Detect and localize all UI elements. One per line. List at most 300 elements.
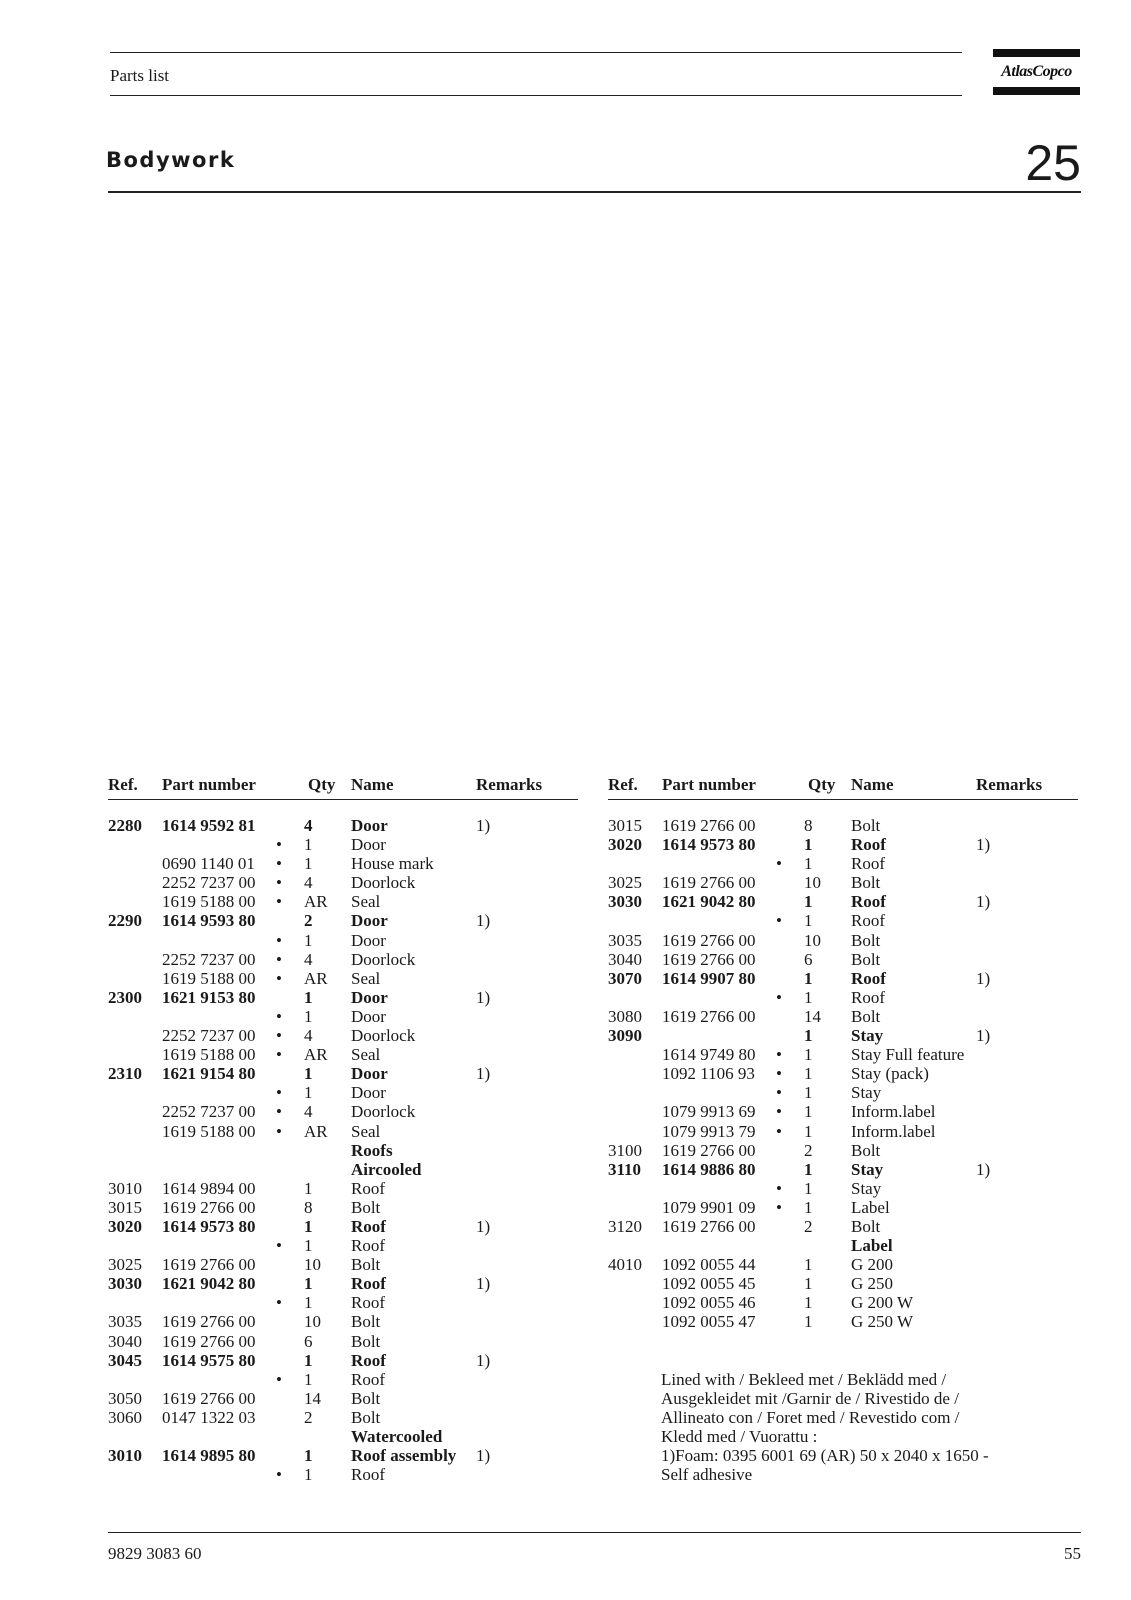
- table-row: [108, 1389, 578, 1408]
- row-name: Bolt: [351, 1407, 381, 1427]
- row-bullet: •: [276, 968, 282, 988]
- header-qty: Qty: [808, 775, 836, 794]
- row-part-number: 1614 9895 80: [162, 1446, 256, 1466]
- table-row: [108, 1293, 578, 1312]
- row-name: Seal: [351, 1121, 381, 1141]
- row-name: Doorlock: [351, 873, 416, 893]
- row-part-number: 0690 1140 01: [162, 854, 255, 874]
- table-row: [608, 892, 1078, 911]
- row-qty: 2: [804, 1140, 813, 1160]
- table-row: [608, 1007, 1078, 1026]
- row-bullet: •: [276, 1465, 282, 1485]
- header-part-number: Part number: [662, 775, 756, 794]
- row-name: Roof: [351, 1369, 385, 1389]
- row-name: Watercooled: [351, 1427, 443, 1446]
- row-bullet: •: [776, 1083, 782, 1103]
- table-row: [608, 1293, 1078, 1312]
- row-part-number: 1614 9573 80: [162, 1216, 256, 1236]
- row-qty: 1: [804, 1045, 813, 1065]
- table-row: [108, 892, 578, 911]
- row-part-number: 2252 7237 00: [162, 1026, 256, 1046]
- table-header: [108, 775, 578, 800]
- row-qty: 1: [804, 968, 813, 988]
- table-row: [108, 1446, 578, 1465]
- row-name: Aircooled: [351, 1159, 422, 1179]
- lining-notes: Lined with / Bekleed met / Beklädd med / Ausgekleidet mit /Garnir de / Rivestido de / Allineato con / Foret med / Revestido com / Kledd med / Vuorattu : 1)Foam: 0395 6001 69 (AR) 50 x 2040 x 1650 - Self adhesive: [661, 1370, 989, 1484]
- table-row: [108, 1370, 578, 1389]
- row-name: Bolt: [851, 1006, 881, 1026]
- row-name: Bolt: [351, 1255, 381, 1275]
- table-row: [608, 835, 1078, 854]
- row-bullet: •: [276, 930, 282, 950]
- row-bullet: •: [776, 854, 782, 874]
- row-part-number: 2252 7237 00: [162, 949, 256, 969]
- row-qty: 6: [304, 1331, 313, 1351]
- row-bullet: •: [776, 911, 782, 931]
- row-qty: 1: [804, 1274, 813, 1294]
- table-row: [108, 1064, 578, 1083]
- row-part-number: 1079 9913 69: [662, 1102, 756, 1122]
- section-title: Bodywork: [106, 148, 236, 172]
- row-qty: 1: [804, 1064, 813, 1084]
- row-qty: AR: [304, 892, 328, 912]
- row-qty: 4: [304, 1102, 313, 1122]
- row-part-number: 1619 5188 00: [162, 968, 256, 988]
- row-qty: 6: [804, 949, 813, 969]
- row-bullet: •: [276, 873, 282, 893]
- row-remarks: 1): [476, 987, 491, 1007]
- row-name: G 200: [851, 1255, 894, 1275]
- table-row: [608, 950, 1078, 969]
- row-qty: 1: [304, 1465, 313, 1485]
- row-name: Bolt: [351, 1388, 381, 1408]
- row-qty: 1: [804, 1197, 813, 1217]
- row-bullet: •: [276, 1083, 282, 1103]
- row-ref: 3045: [108, 1350, 142, 1370]
- row-qty: 4: [304, 873, 313, 893]
- row-name: Doorlock: [351, 1026, 416, 1046]
- row-name: House mark: [351, 854, 434, 874]
- row-qty: 4: [304, 816, 313, 835]
- row-part-number: 1619 2766 00: [662, 1006, 756, 1026]
- footer-rule: [108, 1532, 1081, 1533]
- row-qty: 1: [804, 911, 813, 931]
- row-name: Bolt: [851, 816, 881, 835]
- row-name: Roof: [851, 892, 886, 912]
- row-name: Door: [351, 930, 386, 950]
- atlas-copco-logo: [993, 49, 1080, 95]
- row-ref: 2300: [108, 987, 142, 1007]
- row-qty: 1: [304, 1178, 313, 1198]
- table-row: [608, 816, 1078, 835]
- row-ref: 3030: [108, 1274, 142, 1294]
- row-qty: 1: [304, 854, 313, 874]
- row-part-number: 1614 9593 80: [162, 911, 256, 931]
- table-row: [108, 1427, 578, 1446]
- table-row: [108, 1312, 578, 1331]
- row-ref: 3120: [608, 1216, 642, 1236]
- table-row: [608, 1064, 1078, 1083]
- header-name: Name: [351, 775, 394, 794]
- row-ref: 3010: [108, 1178, 142, 1198]
- row-ref: 3100: [608, 1140, 642, 1160]
- row-bullet: •: [776, 1121, 782, 1141]
- row-qty: 1: [304, 987, 313, 1007]
- table-row: [108, 1026, 578, 1045]
- row-name: Stay Full feature: [851, 1045, 965, 1065]
- section-number: 25: [1025, 135, 1081, 191]
- row-bullet: •: [776, 1064, 782, 1084]
- row-remarks: 1): [476, 911, 491, 931]
- row-name: Roofs: [351, 1140, 393, 1160]
- row-qty: 1: [804, 835, 813, 855]
- table-row: [108, 911, 578, 930]
- row-name: Inform.label: [851, 1102, 936, 1122]
- row-name: Bolt: [851, 930, 881, 950]
- table-row: [608, 1236, 1078, 1255]
- row-part-number: 1079 9913 79: [662, 1121, 756, 1141]
- table-row: [608, 1102, 1078, 1121]
- row-qty: 1: [804, 1255, 813, 1275]
- header-label: Parts list: [110, 66, 170, 85]
- row-name: Roof: [351, 1293, 385, 1313]
- row-bullet: •: [776, 1178, 782, 1198]
- row-name: Roof: [851, 854, 885, 874]
- row-name: Bolt: [351, 1312, 381, 1332]
- row-qty: 1: [304, 1006, 313, 1026]
- row-part-number: 1619 2766 00: [662, 816, 756, 835]
- row-part-number: 1621 9042 80: [662, 892, 756, 912]
- row-name: Stay (pack): [851, 1064, 929, 1084]
- row-qty: 1: [304, 1350, 313, 1370]
- row-qty: AR: [304, 968, 328, 988]
- row-name: Roof: [351, 1350, 386, 1370]
- row-remarks: 1): [976, 1026, 991, 1046]
- table-row: [108, 1255, 578, 1274]
- row-name: Stay: [851, 1083, 882, 1103]
- row-bullet: •: [276, 1369, 282, 1389]
- table-row: [608, 1312, 1078, 1331]
- row-qty: 1: [804, 1312, 813, 1332]
- row-bullet: •: [276, 1293, 282, 1313]
- table-row: [608, 1122, 1078, 1141]
- row-name: Bolt: [851, 949, 881, 969]
- row-remarks: 1): [476, 1274, 491, 1294]
- row-bullet: •: [276, 1236, 282, 1256]
- row-part-number: 1092 0055 46: [662, 1293, 756, 1313]
- row-ref: 3050: [108, 1388, 142, 1408]
- row-part-number: 2252 7237 00: [162, 873, 256, 893]
- row-remarks: 1): [476, 1064, 491, 1084]
- row-ref: 3040: [608, 949, 642, 969]
- table-row: [608, 1141, 1078, 1160]
- row-name: Door: [351, 1006, 386, 1026]
- row-remarks: 1): [976, 968, 991, 988]
- row-qty: 14: [304, 1388, 321, 1408]
- row-name: Roof: [351, 1178, 385, 1198]
- row-ref: 3090: [608, 1026, 642, 1046]
- row-part-number: 1619 5188 00: [162, 1045, 256, 1065]
- row-remarks: 1): [476, 1446, 491, 1466]
- row-part-number: 1621 9153 80: [162, 987, 256, 1007]
- row-name: G 250 W: [851, 1312, 914, 1332]
- table-body-left: [108, 816, 578, 1484]
- table-row: [108, 1160, 578, 1179]
- document-number: 9829 3083 60: [108, 1544, 202, 1563]
- parts-table-left: [108, 775, 578, 1484]
- row-ref: 3070: [608, 968, 642, 988]
- row-qty: 2: [304, 911, 313, 931]
- row-name: Label: [851, 1197, 890, 1217]
- table-row: [108, 1408, 578, 1427]
- row-qty: 1: [304, 1236, 313, 1256]
- parts-table-right: [608, 775, 1078, 1332]
- table-row: [108, 1351, 578, 1370]
- row-remarks: 1): [476, 1216, 491, 1236]
- logo-wordmark: AtlasCopco: [1001, 63, 1072, 80]
- row-qty: 1: [304, 930, 313, 950]
- row-qty: 1: [304, 1083, 313, 1103]
- row-name: Roof: [351, 1236, 385, 1256]
- row-qty: 1: [804, 1293, 813, 1313]
- row-name: Stay: [851, 1159, 884, 1179]
- row-qty: AR: [304, 1045, 328, 1065]
- row-bullet: •: [276, 1121, 282, 1141]
- header-qty: Qty: [308, 775, 336, 794]
- table-row: [108, 1102, 578, 1121]
- row-qty: 1: [304, 1064, 313, 1084]
- row-ref: 2310: [108, 1064, 142, 1084]
- row-ref: 3015: [108, 1197, 142, 1217]
- row-ref: 3020: [108, 1216, 142, 1236]
- row-qty: 1: [804, 1159, 813, 1179]
- row-name: Door: [351, 911, 388, 931]
- row-part-number: 1619 2766 00: [662, 930, 756, 950]
- header-name: Name: [851, 775, 894, 794]
- header-ref: Ref.: [608, 775, 638, 794]
- row-part-number: 1619 2766 00: [162, 1388, 256, 1408]
- title-rule: [108, 191, 1081, 193]
- table-row: [108, 1122, 578, 1141]
- row-ref: 3080: [608, 1006, 642, 1026]
- row-remarks: 1): [976, 835, 991, 855]
- row-name: Bolt: [851, 1216, 881, 1236]
- row-qty: 1: [804, 1178, 813, 1198]
- table-row: [608, 1026, 1078, 1045]
- row-qty: 1: [304, 1369, 313, 1389]
- row-part-number: 1079 9901 09: [662, 1197, 756, 1217]
- header-top-rule: [110, 52, 962, 53]
- table-row: [108, 854, 578, 873]
- table-row: [108, 1141, 578, 1160]
- table-row: [108, 873, 578, 892]
- row-qty: 1: [804, 854, 813, 874]
- row-name: Door: [351, 1064, 388, 1084]
- table-row: [608, 911, 1078, 930]
- row-name: Roof: [351, 1274, 386, 1294]
- row-part-number: 1619 2766 00: [162, 1312, 256, 1332]
- row-part-number: 1619 5188 00: [162, 1121, 256, 1141]
- table-row: [608, 1179, 1078, 1198]
- row-part-number: 1621 9042 80: [162, 1274, 256, 1294]
- row-bullet: •: [276, 892, 282, 912]
- table-row: [108, 1045, 578, 1064]
- row-name: Roof: [851, 835, 886, 855]
- row-ref: 3035: [608, 930, 642, 950]
- row-name: Label: [851, 1236, 893, 1256]
- table-row: [108, 1274, 578, 1293]
- row-name: Door: [351, 816, 388, 835]
- row-ref: 3060: [108, 1407, 142, 1427]
- row-part-number: 1619 2766 00: [662, 1140, 756, 1160]
- row-name: Door: [351, 1083, 386, 1103]
- table-row: [108, 1465, 578, 1484]
- table-row: [608, 873, 1078, 892]
- row-part-number: 1614 9886 80: [662, 1159, 756, 1179]
- row-name: Bolt: [851, 873, 881, 893]
- table-row: [108, 1236, 578, 1255]
- table-row: [108, 988, 578, 1007]
- row-part-number: 1619 5188 00: [162, 892, 256, 912]
- row-part-number: 1614 9907 80: [662, 968, 756, 988]
- row-part-number: 1619 2766 00: [662, 873, 756, 893]
- row-name: G 250: [851, 1274, 894, 1294]
- table-row: [608, 1198, 1078, 1217]
- header-remarks: Remarks: [476, 775, 543, 794]
- table-body-right: [608, 816, 1078, 1332]
- row-name: Roof: [351, 1465, 385, 1485]
- row-bullet: •: [276, 1102, 282, 1122]
- row-bullet: •: [776, 1102, 782, 1122]
- row-qty: 4: [304, 949, 313, 969]
- row-qty: 1: [304, 1293, 313, 1313]
- row-part-number: 1092 1106 93: [662, 1064, 755, 1084]
- row-remarks: 1): [976, 1159, 991, 1179]
- row-name: Roof: [351, 1216, 386, 1236]
- row-ref: 3110: [608, 1159, 642, 1179]
- row-qty: 1: [804, 892, 813, 912]
- table-row: [608, 931, 1078, 950]
- row-bullet: •: [276, 1006, 282, 1026]
- row-bullet: •: [276, 1045, 282, 1065]
- row-ref: 2280: [108, 816, 142, 835]
- row-name: Doorlock: [351, 1102, 416, 1122]
- row-qty: 1: [804, 987, 813, 1007]
- row-remarks: 1): [976, 892, 991, 912]
- table-header: [608, 775, 1078, 800]
- row-qty: 8: [804, 816, 813, 835]
- row-bullet: •: [776, 1197, 782, 1217]
- row-name: Stay: [851, 1026, 884, 1046]
- row-qty: 2: [804, 1216, 813, 1236]
- row-part-number: 1619 2766 00: [162, 1331, 256, 1351]
- row-part-number: 1092 0055 44: [662, 1255, 756, 1275]
- row-part-number: 1614 9749 80: [662, 1045, 756, 1065]
- table-row: [108, 1198, 578, 1217]
- row-qty: 1: [804, 1121, 813, 1141]
- row-name: Door: [351, 835, 386, 855]
- row-part-number: 1614 9575 80: [162, 1350, 256, 1370]
- row-qty: 10: [304, 1312, 321, 1332]
- row-qty: 4: [304, 1026, 313, 1046]
- table-row: [108, 1007, 578, 1026]
- row-part-number: 1619 2766 00: [162, 1255, 256, 1275]
- table-row: [108, 950, 578, 969]
- table-row: [608, 1045, 1078, 1064]
- table-row: [108, 931, 578, 950]
- table-row: [608, 988, 1078, 1007]
- row-name: Seal: [351, 892, 381, 912]
- row-name: G 200 W: [851, 1293, 914, 1313]
- row-name: Seal: [351, 968, 381, 988]
- table-row: [108, 969, 578, 988]
- table-row: [608, 1160, 1078, 1179]
- table-row: [108, 816, 578, 835]
- row-name: Door: [351, 987, 388, 1007]
- row-name: Seal: [351, 1045, 381, 1065]
- row-qty: 1: [804, 1102, 813, 1122]
- row-ref: 3035: [108, 1312, 142, 1332]
- row-part-number: 1614 9573 80: [662, 835, 756, 855]
- table-row: [608, 969, 1078, 988]
- row-part-number: 1092 0055 45: [662, 1274, 756, 1294]
- row-part-number: 0147 1322 03: [162, 1407, 256, 1427]
- row-qty: 1: [304, 1274, 313, 1294]
- row-name: Stay: [851, 1178, 882, 1198]
- page-number: 55: [1064, 1544, 1081, 1563]
- row-name: Bolt: [351, 1331, 381, 1351]
- header-bottom-rule: [110, 95, 962, 96]
- row-part-number: 1092 0055 47: [662, 1312, 756, 1332]
- row-remarks: 1): [476, 1350, 491, 1370]
- row-part-number: 1619 2766 00: [662, 949, 756, 969]
- table-row: [108, 1332, 578, 1351]
- row-bullet: •: [276, 854, 282, 874]
- row-bullet: •: [276, 835, 282, 855]
- table-row: [108, 1217, 578, 1236]
- row-qty: 14: [804, 1006, 821, 1026]
- table-row: [608, 1217, 1078, 1236]
- row-ref: 3025: [608, 873, 642, 893]
- table-row: [608, 1274, 1078, 1293]
- logo-bottom-bar: [993, 87, 1080, 95]
- row-name: Roof: [851, 911, 885, 931]
- row-bullet: •: [776, 987, 782, 1007]
- header-remarks: Remarks: [976, 775, 1043, 794]
- table-row: [108, 1179, 578, 1198]
- row-qty: 1: [804, 1083, 813, 1103]
- row-part-number: 1614 9894 00: [162, 1178, 256, 1198]
- row-name: Roof: [851, 987, 885, 1007]
- header-part-number: Part number: [162, 775, 256, 794]
- row-ref: 4010: [608, 1255, 642, 1275]
- row-ref: 2290: [108, 911, 142, 931]
- row-qty: 1: [804, 1026, 813, 1046]
- row-name: Inform.label: [851, 1121, 936, 1141]
- row-ref: 3040: [108, 1331, 142, 1351]
- row-remarks: 1): [476, 816, 491, 835]
- row-qty: 10: [804, 930, 821, 950]
- row-name: Roof assembly: [351, 1446, 457, 1466]
- table-row: [608, 1083, 1078, 1102]
- header-ref: Ref.: [108, 775, 138, 794]
- row-name: Bolt: [851, 1140, 881, 1160]
- row-qty: 10: [304, 1255, 321, 1275]
- row-bullet: •: [276, 949, 282, 969]
- row-part-number: 1621 9154 80: [162, 1064, 256, 1084]
- row-bullet: •: [776, 1045, 782, 1065]
- row-name: Bolt: [351, 1197, 381, 1217]
